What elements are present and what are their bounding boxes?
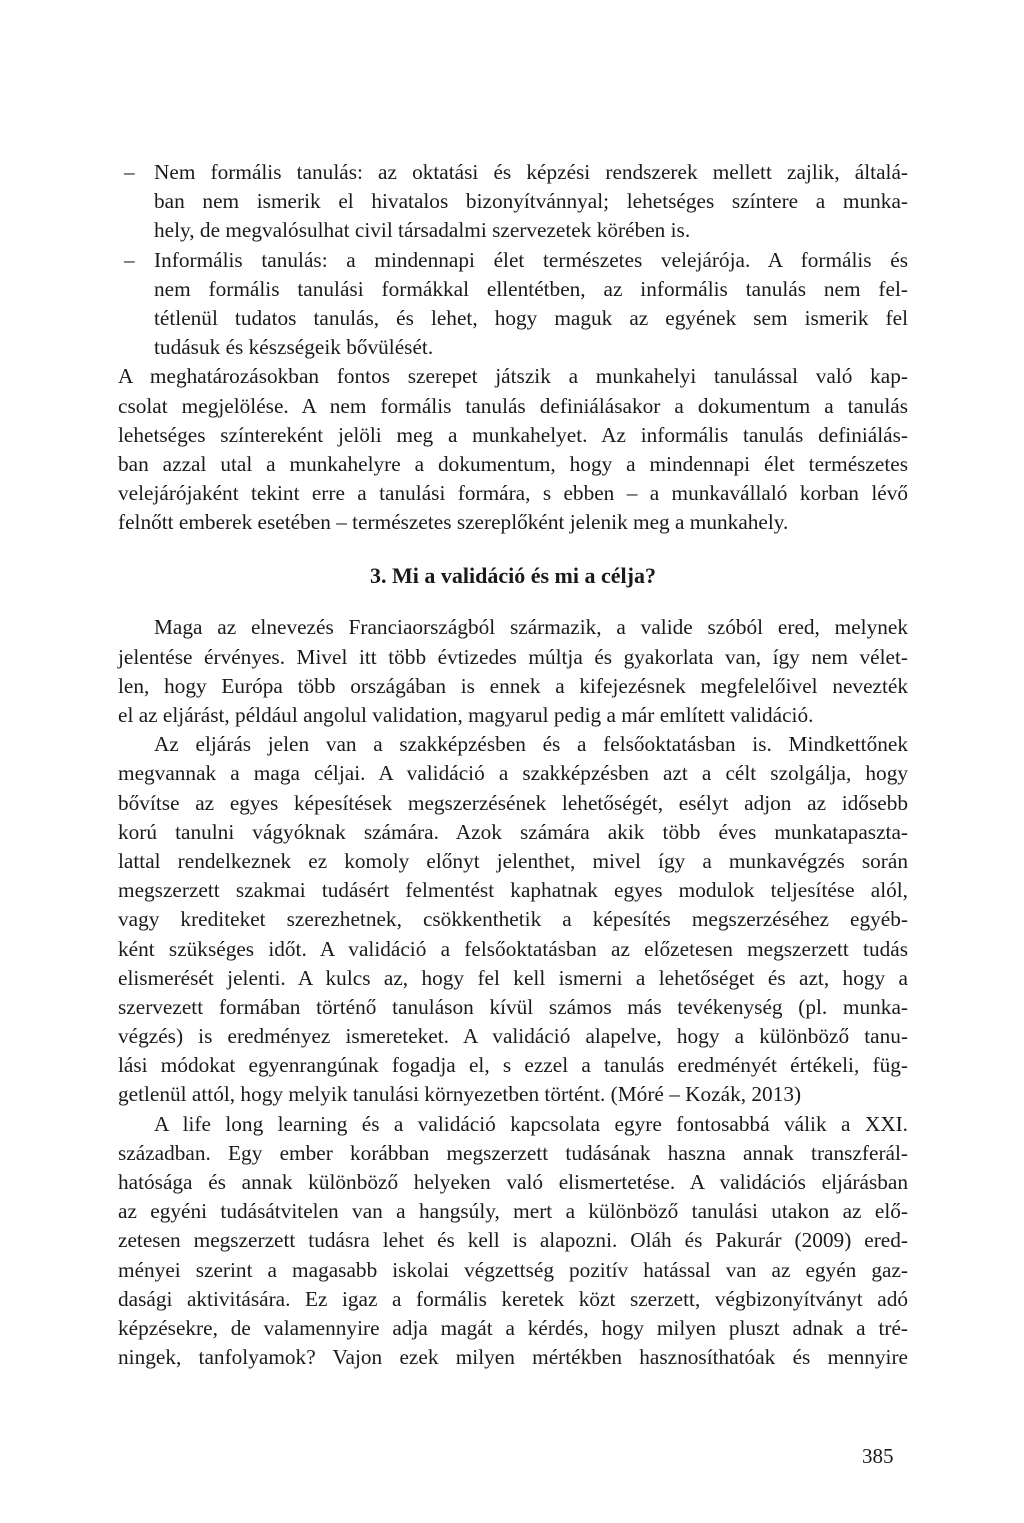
- text-line: korú tanulni vágyóknak számára. Azok számára akik több éves munkatapaszta-: [118, 819, 908, 844]
- text-line: getlenül attól, hogy melyik tanulási környezetben történt. (Móré – Kozák, 2013): [118, 1082, 802, 1107]
- text-line: lási módokat egyenrangúnak fogadja el, s ezzel a tanulás eredményét értékeli, füg-: [118, 1053, 908, 1078]
- text-line: szervezett formában történő tanuláson kívül számos más tevékenység (pl. munka-: [118, 994, 908, 1019]
- section-heading: 3. Mi a validáció és mi a célja?: [370, 563, 656, 589]
- text-line: megvannak a maga céljai. A validáció a szakképzésben azt a célt szolgálja, hogy: [118, 761, 908, 786]
- page-body: [118, 158, 908, 1372]
- text-line: században. Egy ember korábban megszerzett tudásának haszna annak transzferál-: [118, 1140, 908, 1165]
- bullet-item-informal: [118, 246, 908, 363]
- text-line: ban azzal utal a munkahelyre a dokumentum, hogy a mindennapi élet természetes: [118, 451, 908, 476]
- paragraph-workplace-learning: [118, 362, 908, 537]
- paragraph-origin: [118, 613, 908, 730]
- bullet-line: hely, de megvalósulhat civil társadalmi szervezetek körében is.: [154, 218, 691, 243]
- text-line: lehetséges színtereként jelöli meg a munkahelyet. Az informális tanulás definiálás-: [118, 422, 908, 447]
- text-line: lattal rendelkeznek ez komoly előnyt jelenthet, mivel így a munkavégzés során: [118, 848, 908, 873]
- text-line: csolat megjelölése. A nem formális tanulás definiálásakor a dokumentum a tanulás: [118, 393, 908, 418]
- text-line: A meghatározásokban fontos szerepet játszik a munkahelyi tanulással való kap-: [118, 364, 908, 389]
- text-line: Maga az elnevezés Franciaországból származik, a valide szóból ered, melynek: [154, 615, 908, 640]
- text-line: Az eljárás jelen van a szakképzésben és a felsőoktatásban is. Mindkettőnek: [154, 732, 908, 757]
- text-line: vagy krediteket szerezhetnek, csökkenthetik a képesítés megszerzéséhez egyéb-: [118, 907, 908, 932]
- text-line: jelentése érvényes. Mivel itt több évtizedes múltja és gyakorlata van, így nem vélet-: [118, 644, 908, 669]
- paragraph-procedure: [118, 730, 908, 1109]
- text-line: hatósága és annak különböző helyeken való elismertetése. A validációs eljárásban: [118, 1170, 908, 1194]
- text-line: megszerzett szakmai tudásért felmentést kaphatnak egyes modulok teljesítése alól,: [118, 878, 908, 903]
- paragraph-lifelong-learning: [118, 1110, 908, 1373]
- text-line: ningek, tanfolyamok? Vajon ezek milyen mértékben hasznosíthatóak és mennyire: [118, 1345, 908, 1370]
- text-line: bővítse az egyes képesítések megszerzésének lehetőségét, esélyt adjon az idősebb: [118, 790, 908, 815]
- text-line: dasági aktivitására. Ez igaz a formális keretek közt szerzett, végbizonyítványt adó: [118, 1286, 908, 1311]
- text-line: zetesen megszerzett tudásra lehet és kell is alapozni. Oláh és Pakurár (2009) ered-: [118, 1228, 908, 1253]
- bullet-line: – Nem formális tanulás: az oktatási és képzési rendszerek mellett zajlik, általá-: [118, 158, 908, 187]
- bullet-line: tudásuk és készségeik bővülését.: [154, 335, 434, 360]
- bullet-line: nem formális tanulási formákkal ellentétben, az informális tanulás nem fel-: [154, 276, 908, 301]
- text-line: velejárójaként tekint erre a tanulási formára, s ebben – a munkavállaló korban lévő: [118, 481, 908, 506]
- bullet-line: ban nem ismerik el hivatalos bizonyítvánnyal; lehetséges színtere a munka-: [154, 189, 908, 214]
- text-line: len, hogy Európa több országában is ennek a kifejezésnek megfelelőivel nevezték: [118, 673, 908, 698]
- text-line: végzés) is eredményez ismereteket. A validáció alapelve, hogy a különböző tanu-: [118, 1024, 908, 1049]
- text-line: elismerését jelenti. A kulcs az, hogy fel kell ismerni a lehetőséget és azt, hogy a: [118, 965, 908, 990]
- text-line: képzésekre, de valamennyire adja magát a kérdés, hogy milyen pluszt adnak a tré-: [118, 1315, 908, 1340]
- text-line: felnőtt emberek esetében – természetes szereplőként jelenik meg a munkahely.: [118, 510, 789, 535]
- text-line: az egyéni tudásátvitelen van a hangsúly, mert a különböző tanulási utakon az elő-: [118, 1199, 908, 1224]
- bullet-line: – Informális tanulás: a mindennapi élet természetes velejárója. A formális és: [118, 246, 908, 275]
- bullet-dash: –: [124, 247, 135, 272]
- text-line: el az eljárást, például angolul validation, magyarul pedig a már említett validáció.: [118, 703, 814, 727]
- page-number: 385: [862, 1444, 894, 1468]
- text-line: A life long learning és a validáció kapcsolata egyre fontosabbá válik a XXI.: [154, 1111, 908, 1136]
- bullet-dash: –: [124, 160, 135, 184]
- bullet-item-nonformal: [118, 158, 908, 246]
- text-line: ként szükséges időt. A validáció a felsőoktatásban az előzetesen megszerzett tudás: [118, 936, 908, 961]
- text-line: ményei szerint a magasabb iskolai végzettség pozitív hatással van az egyén gaz-: [118, 1257, 908, 1282]
- bullet-line: tétlenül tudatos tanulás, és lehet, hogy maguk az egyének sem ismerik fel: [154, 305, 908, 330]
